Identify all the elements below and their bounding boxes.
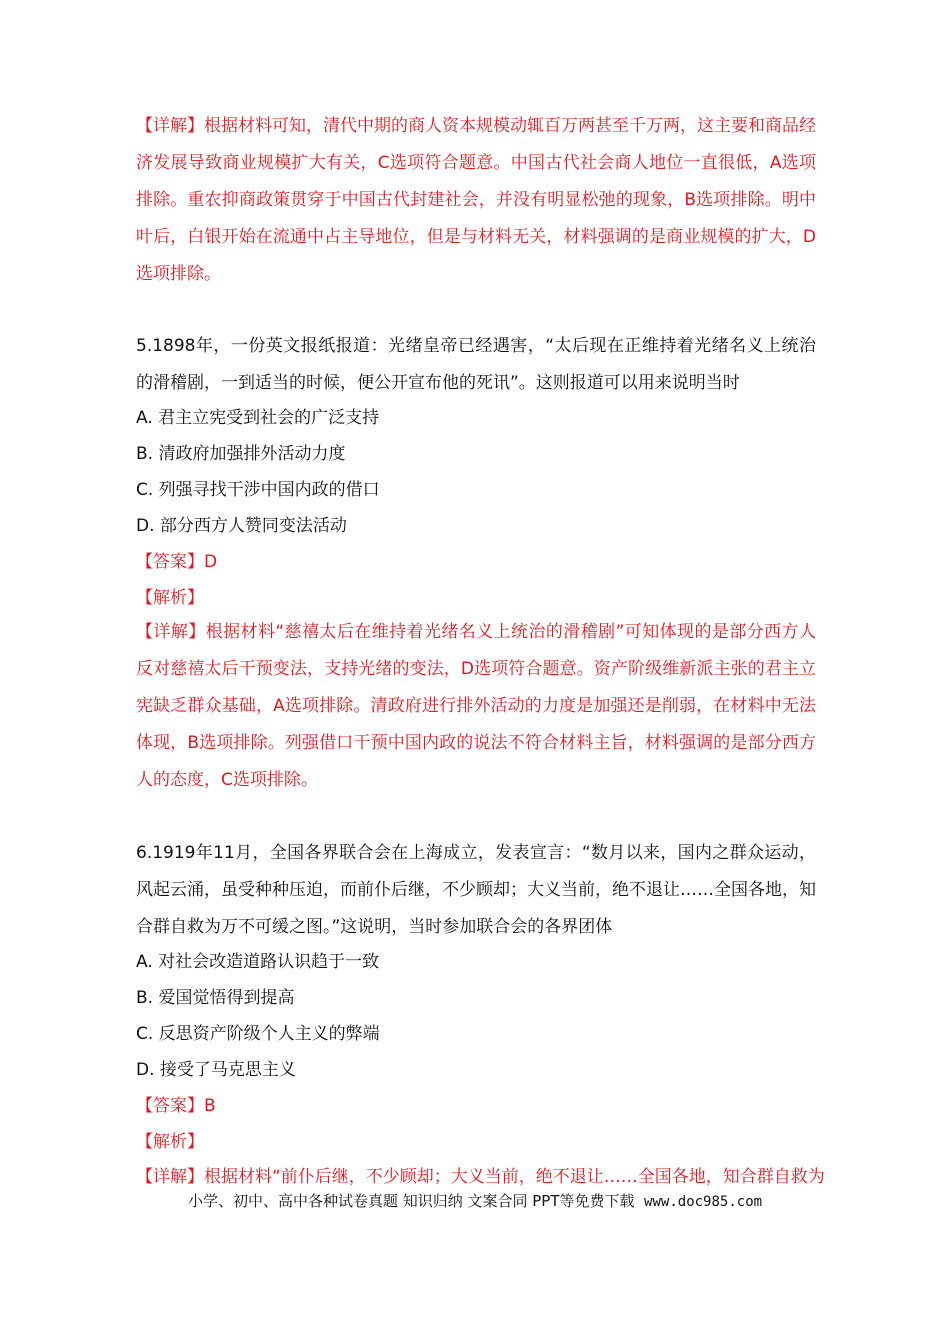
question-6-answer [136, 1094, 216, 1118]
answer-value: B [204, 1096, 216, 1116]
detail-label: 【详解】 [136, 622, 206, 642]
answer-label: 【答案】 [136, 552, 204, 572]
question-6-detail [136, 1165, 825, 1189]
question-5-analysis-label: 【解析】 [136, 588, 204, 608]
question-6-option-a: A. 对社会改造道路认识趋于一致 [136, 952, 380, 972]
answer-label: 【答案】 [136, 1096, 204, 1116]
detail-paragraph-q4 [136, 108, 816, 293]
question-5-answer [136, 550, 217, 574]
page-footer [0, 1190, 950, 1211]
detail-label: 【详解】 [136, 116, 204, 136]
question-5-option-c: C. 列强寻找干涉中国内政的借口 [136, 480, 380, 500]
question-5-option-a: A. 君主立宪受到社会的广泛支持 [136, 408, 380, 428]
question-6-stem: 6.1919年11月，全国各界联合会在上海成立，发表宣言：“数月以来，国内之群众运动，风起云涌，虽受种种压迫，而前仆后继，不少顾却；大义当前，绝不退让……全国各地，知合群自救为万不可缓之图。”这说明，当时参加联合会的各界团体 [136, 843, 816, 937]
detail-text: 根据材料“前仆后继，不少顾却；大义当前，绝不退让……全国各地，知合群自救为 [204, 1167, 825, 1187]
question-6-option-c: C. 反思资产阶级个人主义的弊端 [136, 1024, 380, 1044]
detail-text: 根据材料“慈禧太后在维持着光绪名义上统治的滑稽剧”可知体现的是部分西方人反对慈禧太后干预变法，支持光绪的变法，D选项符合题意。资产阶级维新派主张的君主立宪缺乏群众基础，A选项排除。清政府进行排外活动的力度是加强还是削弱，在材料中无法体现，B选项排除。列强借口干预中国内政的说法不符合材料主旨，材料强调的是部分西方人的态度，C选项排除。 [136, 622, 816, 790]
footer-link[interactable]: www.doc985.com [644, 1194, 763, 1210]
answer-value: D [204, 552, 218, 572]
question-5-option-d: D. 部分西方人赞同变法活动 [136, 516, 347, 536]
question-6-option-b: B. 爱国觉悟得到提高 [136, 988, 295, 1008]
question-5-stem: 5.1898年，一份英文报纸报道：光绪皇帝已经遇害，“太后现在正维持着光绪名义上统治的滑稽剧，一到适当的时候，便公开宣布他的死讯”。这则报道可以用来说明当时 [136, 336, 816, 393]
detail-text: 根据材料可知，清代中期的商人资本规模动辄百万两甚至千万两，这主要和商品经济发展导致商业规模扩大有关，C选项符合题意。中国古代社会商人地位一直很低，A选项排除。重农抑商政策贯穿于中国古代封建社会，并没有明显松弛的现象，B选项排除。明中叶后，白银开始在流通中占主导地位，但是与材料无关，材料强调的是商业规模的扩大，D选项排除。 [136, 116, 816, 284]
question-5-option-b: B. 清政府加强排外活动力度 [136, 444, 346, 464]
question-5-detail [136, 614, 816, 799]
question-6-option-d: D. 接受了马克思主义 [136, 1060, 296, 1080]
detail-label: 【详解】 [136, 1167, 204, 1187]
question-6-analysis-label: 【解析】 [136, 1132, 204, 1152]
footer-text: 小学、初中、高中各种试卷真题 知识归纳 文案合同 PPT等免费下载 [187, 1192, 635, 1210]
